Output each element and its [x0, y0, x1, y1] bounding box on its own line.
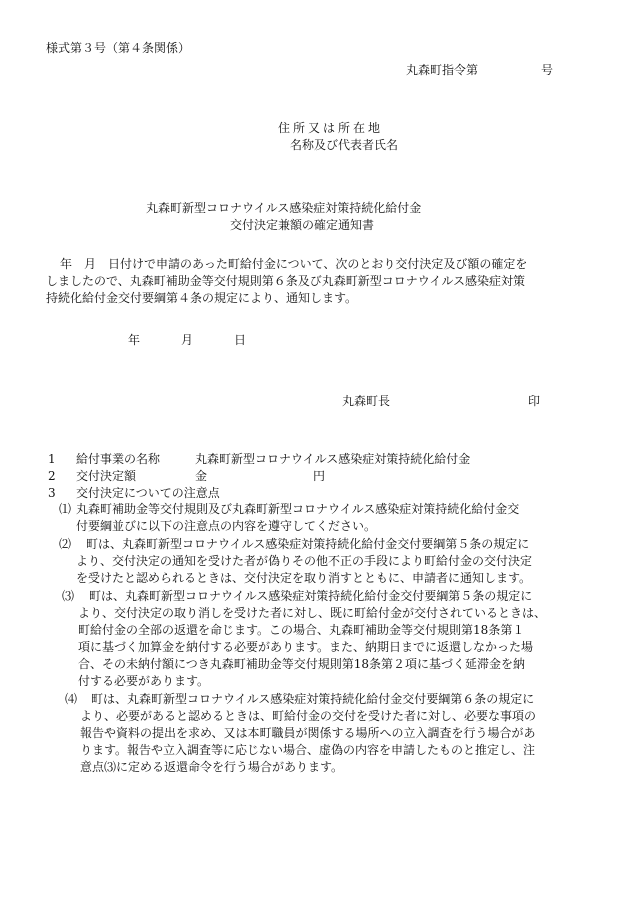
item-number: 1 [48, 452, 56, 466]
document-title-line1: 丸森町新型コロナウイルス感染症対策持続化給付金 [146, 201, 422, 215]
note-number: ⑴ [59, 502, 72, 516]
form-number: 様式第３号（第４条関係） [46, 41, 191, 55]
document-title-line2: 交付決定兼額の確定通知書 [230, 218, 375, 232]
intro-line3: 持続化給付金交付要綱第４条の規定により、通知します。 [46, 291, 358, 305]
note-line: より、交付決定の通知を受けた者が偽りその他不正の手段により町給付金の交付決定 [76, 554, 533, 568]
grant-amount-unit: 円 [313, 469, 326, 483]
note-line: 付する必要があります。 [78, 674, 210, 688]
grant-amount-prefix: 金 [195, 469, 208, 483]
note-line: より、必要があると認めるときは、町給付金の交付を受けた者に対し、必要な事項の [80, 709, 537, 723]
date-year: 年 [128, 333, 141, 347]
seal-mark: 印 [528, 394, 541, 408]
date-day: 日 [234, 333, 247, 347]
note-line: を受けたと認められるときは、交付決定を取り消すとともに、申請者に通知します。 [76, 571, 532, 585]
note-line: より、交付決定の取り消しを受けた者に対し、既に町給付金が交付されているときは、 [78, 606, 547, 620]
note-line: 合、その未納付額につき丸森町補助金等交付規則第18条第２項に基づく延滞金を納 [78, 657, 526, 671]
note-line: 報告や資料の提出を求め、又は本町職員が関係する場所への立入調査を行う場合があ [80, 726, 536, 740]
item-label: 交付決定についての注意点 [76, 486, 220, 500]
directive-number-suffix: 号 [541, 63, 554, 77]
directive-number-prefix: 丸森町指令第 [406, 63, 479, 77]
item-label: 給付事業の名称 [76, 452, 161, 466]
intro-line2: しましたので、丸森町補助金等交付規則第６条及び丸森町新型コロナウイルス感染症対策 [46, 274, 526, 288]
note-line: 意点⑶に定める返還命令を行う場合があります。 [80, 760, 344, 774]
date-month: 月 [181, 333, 194, 347]
issuer-title: 丸森町長 [342, 394, 391, 408]
item-label: 交付決定額 [76, 469, 137, 483]
note-number: ⑷ [65, 692, 78, 706]
note-line: 町は、丸森町新型コロナウイルス感染症対策持続化給付金交付要綱第５条の規定に [89, 589, 533, 603]
note-line: 丸森町補助金等交付規則及び丸森町新型コロナウイルス感染症対策持続化給付金交 [76, 502, 520, 516]
intro-line1: 年 月 日付けで申請のあった町給付金について、次のとおり交付決定及び額の確定を [60, 257, 528, 271]
addressee-name-label: 名称及び代表者氏名 [290, 138, 399, 152]
item-number: 3 [48, 486, 56, 500]
item-value: 丸森町新型コロナウイルス感染症対策持続化給付金 [195, 452, 471, 466]
note-number: ⑵ [59, 537, 72, 551]
addressee-address-label: 住所又は所在地 [278, 121, 384, 135]
note-line: 町給付金の全部の返還を命じます。この場合、丸森町補助金等交付規則第18条第１ [78, 623, 525, 637]
item-number: 2 [48, 469, 56, 483]
note-line: ります。報告や立入調査等に応じない場合、虚偽の内容を申請したものと推定し、注 [80, 743, 536, 757]
note-line: 付要綱並びに以下の注意点の内容を遵守してください。 [76, 519, 377, 533]
note-number: ⑶ [62, 589, 75, 603]
note-line: 町は、丸森町新型コロナウイルス感染症対策持続化給付金交付要綱第５条の規定に [86, 537, 530, 551]
note-line: 町は、丸森町新型コロナウイルス感染症対策持続化給付金交付要綱第６条の規定に [91, 692, 535, 706]
note-line: 項に基づく加算金を納付する必要があります。また、納期日までに返還しなかった場 [78, 640, 534, 654]
